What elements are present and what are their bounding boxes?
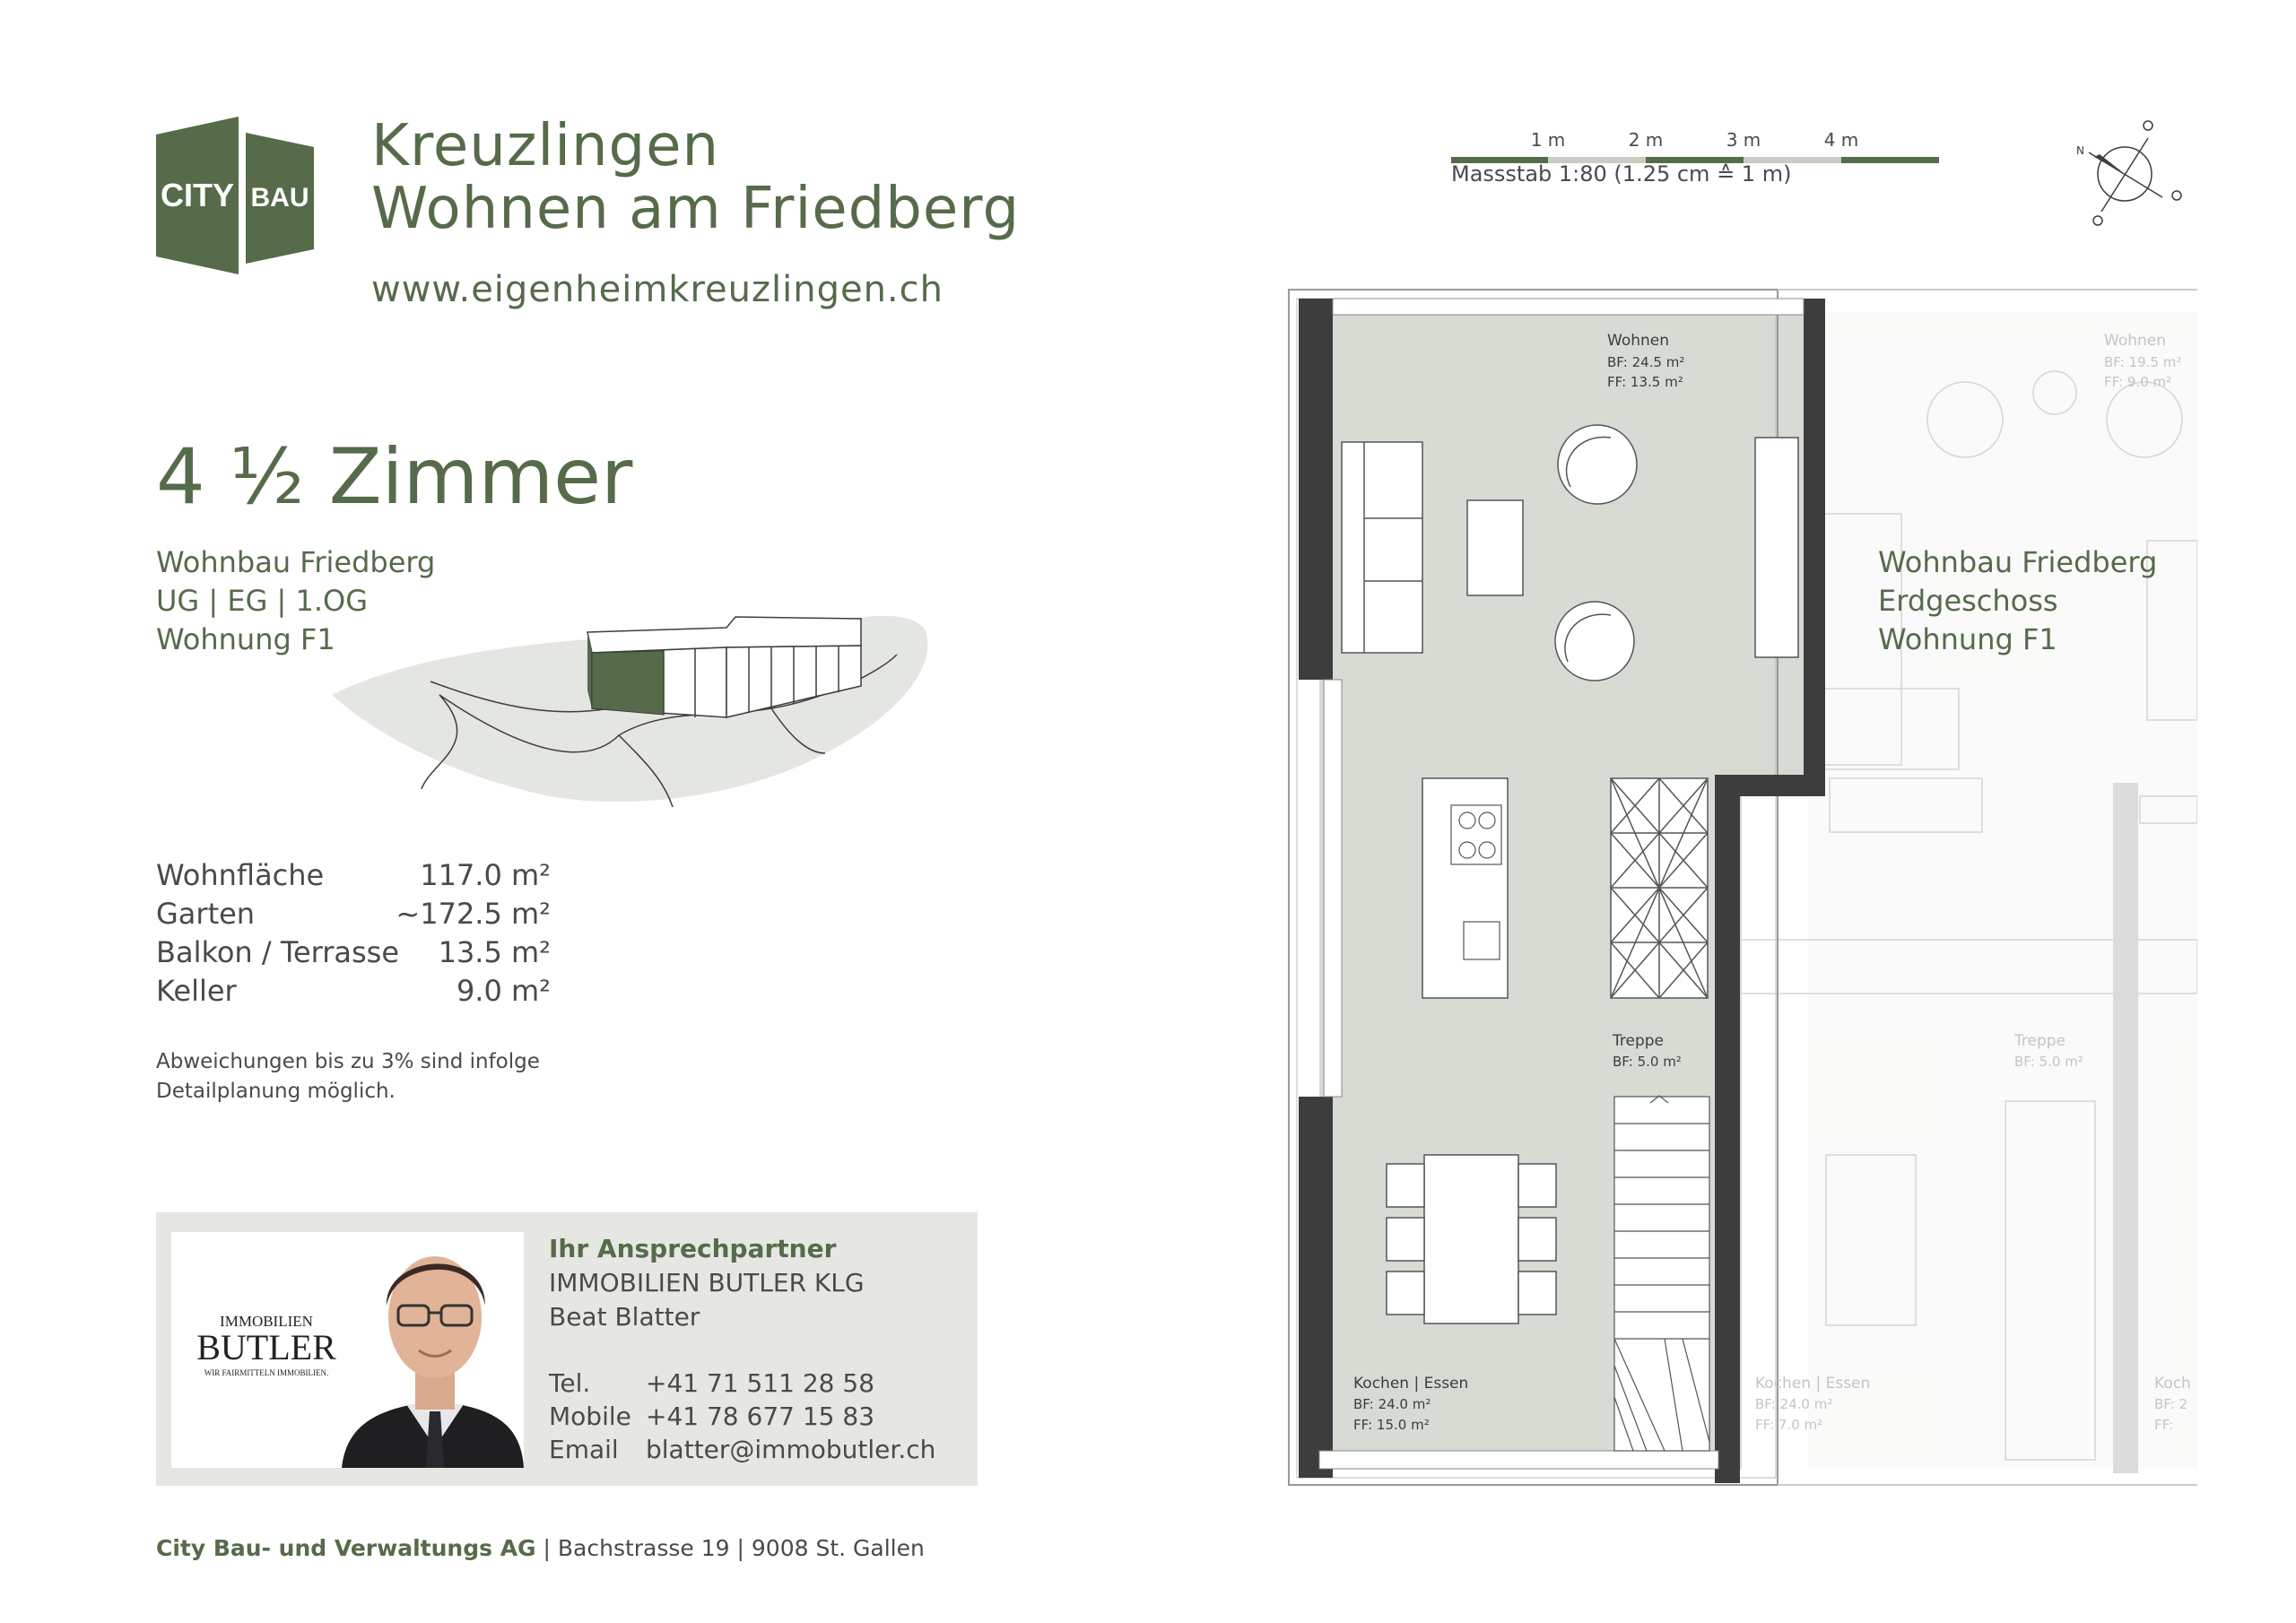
ghost-ff-wohnen: FF: 9.0 m² — [2104, 374, 2172, 390]
room-bf-treppe: BF: 5.0 m² — [1613, 1054, 1682, 1070]
disclaimer-note — [156, 1047, 540, 1107]
mobile-value[interactable]: +41 78 677 15 83 — [646, 1402, 875, 1431]
butler-logo-and-portrait — [171, 1232, 524, 1468]
scale-tick-3: 3 m — [1726, 129, 1761, 151]
overlay-project: Wohnbau Friedberg — [1878, 545, 2158, 579]
room-count: 4 ½ Zimmer — [156, 432, 633, 522]
note-line-1: Abweichungen bis zu 3% sind infolge — [156, 1050, 540, 1073]
project-unit: Wohnung F1 — [156, 622, 335, 656]
contact-heading: Ihr Ansprechpartner — [549, 1234, 837, 1263]
footer-company: City Bau- und Verwaltungs AG — [156, 1535, 536, 1561]
area-row-balkon — [156, 933, 551, 972]
plan-overlay-label — [1878, 543, 2157, 659]
scale-label: Massstab 1:80 (1.25 cm ≙ 1 m) — [1451, 161, 1792, 187]
area-value: ~172.5 m² — [396, 897, 551, 931]
ghost-bf-treppe: BF: 5.0 m² — [2014, 1054, 2083, 1070]
ghost-bf-kochen-2: BF: 2 — [2154, 1396, 2188, 1412]
ghost-label-kochen-2: Koch — [2154, 1375, 2191, 1393]
contact-email-row — [549, 1433, 935, 1466]
email-value[interactable]: blatter@immobutler.ch — [646, 1435, 936, 1464]
title-project: Wohnen am Friedberg — [371, 176, 1021, 242]
area-label: Keller — [156, 974, 237, 1008]
ghost-label-wohnen: Wohnen — [2104, 332, 2166, 350]
room-bf-kochen: BF: 24.0 m² — [1353, 1396, 1431, 1412]
building-sketch — [323, 583, 933, 816]
logo-word-bau: BAU — [250, 183, 309, 213]
contact-person: Beat Blatter — [549, 1302, 700, 1332]
scale-tick-1: 1 m — [1530, 129, 1566, 151]
ghost-ff-kochen: FF: 7.0 m² — [1755, 1417, 1823, 1433]
area-table — [156, 856, 551, 1011]
brand-tagline: WIR FAIRMITTELN IMMOBILIEN. — [204, 1368, 329, 1377]
area-label: Balkon / Terrasse — [156, 935, 400, 969]
email-label: Email — [549, 1435, 619, 1464]
area-row-garten — [156, 895, 551, 933]
room-label-treppe: Treppe — [1613, 1032, 1665, 1050]
project-name: Wohnbau Friedberg — [156, 545, 436, 579]
website-link[interactable]: www.eigenheimkreuzlingen.ch — [371, 269, 944, 310]
contact-image — [171, 1232, 524, 1468]
ghost-label-treppe: Treppe — [2014, 1032, 2066, 1050]
contact-details — [549, 1232, 935, 1466]
ghost-ff-kochen-2: FF: — [2154, 1417, 2174, 1433]
ghost-bf-kochen: BF: 24.0 m² — [1755, 1396, 1833, 1412]
room-ff-kochen: FF: 15.0 m² — [1353, 1417, 1430, 1433]
contact-mobile-row — [549, 1400, 935, 1433]
room-ff-wohnen: FF: 13.5 m² — [1607, 374, 1683, 390]
tel-value[interactable]: +41 71 511 28 58 — [646, 1368, 875, 1398]
brand-big: BUTLER — [196, 1327, 336, 1367]
page-title — [371, 115, 1020, 240]
logo-word-city: CITY — [160, 177, 235, 213]
mobile-label: Mobile — [549, 1402, 631, 1431]
title-city: Kreuzlingen — [371, 113, 720, 179]
footer-address: | Bachstrasse 19 | 9008 St. Gallen — [543, 1535, 925, 1561]
contact-company: IMMOBILIEN BUTLER KLG — [549, 1268, 865, 1298]
note-line-2: Detailplanung möglich. — [156, 1080, 396, 1103]
overlay-unit: Wohnung F1 — [1878, 622, 2057, 656]
area-row-wohnflaeche — [156, 856, 551, 895]
area-value: 13.5 m² — [438, 935, 551, 969]
overlay-floor: Erdgeschoss — [1878, 584, 2058, 618]
ghost-label-kochen: Kochen | Essen — [1755, 1375, 1871, 1393]
scale-tick-4: 4 m — [1823, 129, 1859, 151]
room-bf-wohnen: BF: 24.5 m² — [1607, 354, 1685, 370]
compass-north: N — [2076, 144, 2084, 157]
room-label-kochen: Kochen | Essen — [1353, 1375, 1469, 1393]
floor-plan — [1288, 285, 2197, 1488]
room-label-wohnen: Wohnen — [1607, 332, 1669, 350]
scale-tick-2: 2 m — [1628, 129, 1664, 151]
ghost-bf-wohnen: BF: 19.5 m² — [2104, 354, 2182, 370]
city-bau-logo — [156, 117, 314, 274]
contact-tel-row — [549, 1367, 935, 1400]
compass-icon — [2076, 117, 2195, 231]
area-label: Garten — [156, 897, 256, 931]
brand-small: IMMOBILIEN — [220, 1313, 313, 1330]
area-value: 117.0 m² — [420, 858, 551, 892]
portrait-icon — [342, 1256, 524, 1468]
project-floors: UG | EG | 1.OG — [156, 584, 368, 618]
area-label: Wohnfläche — [156, 858, 325, 892]
area-value: 9.0 m² — [456, 974, 551, 1008]
area-row-keller — [156, 972, 551, 1011]
footer — [156, 1535, 925, 1561]
tel-label: Tel. — [549, 1368, 591, 1398]
